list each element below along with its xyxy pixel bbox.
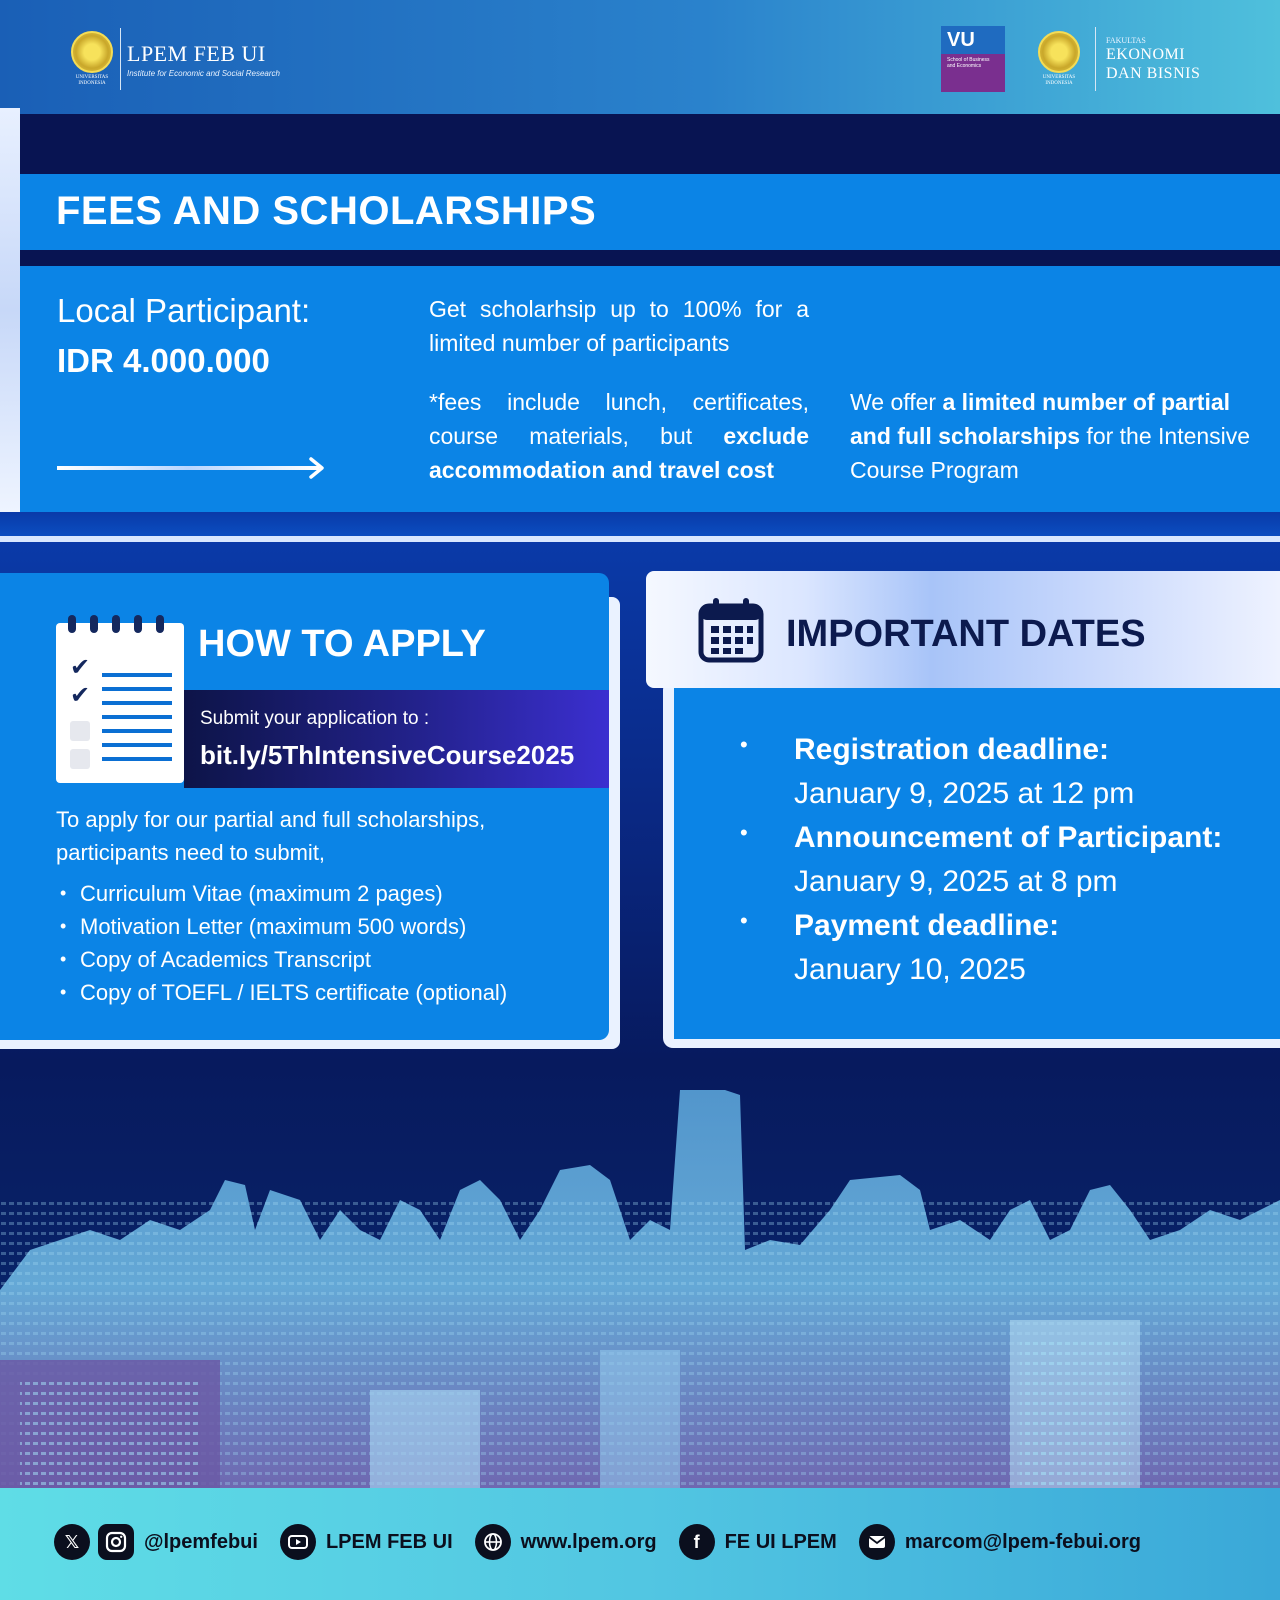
- date-value: January 10, 2025: [794, 953, 1026, 986]
- ui-seal-logo: [70, 31, 114, 87]
- ring: [156, 615, 164, 633]
- local-participant-label: Local Participant:: [57, 292, 311, 329]
- dates-list: [740, 728, 1260, 992]
- date-value: January 9, 2025 at 12 pm: [794, 777, 1135, 810]
- apply-link-label: Submit your application to :: [200, 708, 430, 729]
- lpem-logo-subtitle: Institute for Economic and Social Research: [127, 68, 280, 78]
- fees-divider: [20, 250, 1280, 266]
- vu-caption: School of Business and Economics: [941, 54, 1005, 92]
- requirements-list: [56, 877, 596, 1009]
- list-item: • Motivation Letter (maximum 500 words): [56, 910, 596, 943]
- youtube-icon[interactable]: [280, 1524, 316, 1560]
- checklist-icon: [56, 623, 184, 783]
- feb-line1: EKONOMI: [1106, 45, 1186, 63]
- fees-note: [429, 385, 809, 487]
- checklist-line: [102, 687, 172, 691]
- mail-icon[interactable]: [859, 1524, 895, 1560]
- offer-post: for the Intensive Course Program: [850, 423, 1251, 483]
- feb-line2: DAN BISNIS: [1106, 64, 1201, 82]
- fees-body: [20, 266, 1280, 512]
- local-participant-price: IDR 4.000.000: [57, 342, 270, 379]
- fees-title-bar: [20, 174, 1280, 250]
- date-label: • Payment deadline:: [794, 909, 1060, 942]
- date-label: • Registration deadline:: [794, 733, 1110, 766]
- list-item: • Curriculum Vitae (maximum 2 pages): [56, 877, 596, 910]
- how-to-apply-title: HOW TO APPLY: [198, 623, 486, 665]
- email-link[interactable]: marcom@lpem-febui.org: [904, 1530, 1142, 1553]
- list-item: • Copy of Academics Transcript: [56, 943, 596, 976]
- lpem-logo: [70, 26, 280, 92]
- date-item: [740, 728, 1260, 816]
- important-dates-header: [646, 571, 1280, 688]
- date-item: [740, 904, 1260, 992]
- ring: [134, 615, 142, 633]
- section-gap: [0, 512, 1280, 538]
- date-label: • Announcement of Participant:: [794, 821, 1223, 854]
- checklist-line: [102, 743, 172, 747]
- vu-mark: VU: [941, 26, 1005, 54]
- feb-seal-logo: [1037, 31, 1081, 87]
- apply-link-bar: [184, 690, 609, 788]
- footer-contacts: [54, 1522, 1163, 1562]
- scholarship-offer: [850, 385, 1270, 487]
- partner-logos: [941, 26, 1200, 92]
- important-dates-title: IMPORTANT DATES: [786, 613, 1146, 655]
- calendar-icon: [698, 597, 764, 663]
- seal-caption: UNIVERSITAS INDONESIA: [75, 75, 109, 86]
- date-value: January 9, 2025 at 8 pm: [794, 865, 1118, 898]
- header-bar: [0, 0, 1280, 114]
- social-handle[interactable]: @lpemfebui: [144, 1530, 258, 1553]
- apply-intro: To apply for our partial and full scholarships, participants need to submit,: [56, 807, 486, 865]
- vu-logo: [941, 26, 1005, 92]
- checklist-line: [102, 673, 172, 677]
- logo-divider: [120, 28, 121, 90]
- feb-seal-icon: [1038, 31, 1080, 73]
- ring: [90, 615, 98, 633]
- website-link[interactable]: www.lpem.org: [520, 1530, 657, 1553]
- facebook-icon[interactable]: f: [679, 1524, 715, 1560]
- ring: [112, 615, 120, 633]
- feb-divider: [1095, 27, 1096, 91]
- check-icon: ✔: [70, 682, 91, 709]
- checklist-line: [102, 701, 172, 705]
- fees-left-strip: [0, 108, 20, 512]
- empty-box-icon: [70, 749, 90, 769]
- x-icon[interactable]: 𝕏: [54, 1524, 90, 1560]
- fees-note-text: *fees include lunch, certificates, course materials, but: [429, 389, 809, 449]
- checklist-line: [102, 715, 172, 719]
- feb-logo-text: [1106, 36, 1200, 83]
- ring: [68, 615, 76, 633]
- facebook-page[interactable]: FE UI LPEM: [724, 1530, 837, 1553]
- section-divider-line: [0, 536, 1280, 542]
- check-icon: ✔: [70, 654, 91, 681]
- offer-bold: a limited number of partial and full scholarships: [850, 389, 1231, 449]
- footer-bar: [0, 1488, 1280, 1600]
- application-link[interactable]: bit.ly/5ThIntensiveCourse2025: [200, 740, 575, 770]
- feb-small: FAKULTAS: [1106, 35, 1146, 45]
- youtube-channel[interactable]: LPEM FEB UI: [325, 1530, 453, 1553]
- empty-box-icon: [70, 721, 90, 741]
- how-to-apply-card: [0, 573, 609, 1040]
- scholarship-text: Get scholarhsip up to 100% for a limited number of participants: [429, 296, 809, 356]
- fees-title: FEES AND SCHOLARSHIPS: [56, 189, 597, 233]
- feb-seal-caption: UNIVERSITAS INDONESIA: [1042, 75, 1076, 86]
- city-skyline-image: [0, 1090, 1280, 1488]
- checklist-line: [102, 757, 172, 761]
- date-item: [740, 816, 1260, 904]
- list-item: • Copy of TOEFL / IELTS certificate (optional): [56, 976, 596, 1009]
- fees-note-bold: exclude accommodation and travel cost: [429, 423, 809, 483]
- arrow-right-icon: [57, 456, 329, 480]
- fees-top-band: [20, 114, 1280, 174]
- offer-pre: We offer: [850, 389, 943, 415]
- checklist-line: [102, 729, 172, 733]
- globe-icon[interactable]: [475, 1524, 511, 1560]
- lpem-logo-title: LPEM FEB UI: [127, 40, 266, 66]
- ui-seal-icon: [71, 31, 113, 73]
- instagram-icon[interactable]: [98, 1524, 134, 1560]
